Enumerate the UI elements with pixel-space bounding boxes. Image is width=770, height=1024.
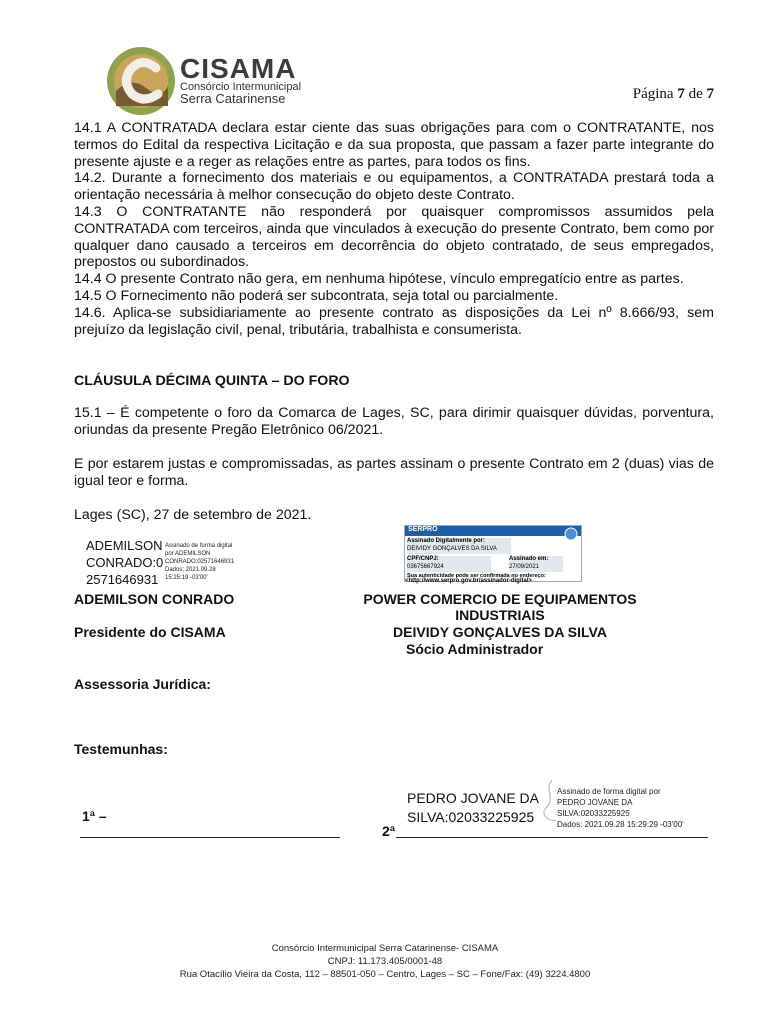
logo-subtitle-1: Consórcio Intermunicipal bbox=[180, 81, 302, 93]
legal-advisory-label: Assessoria Jurídica: bbox=[74, 676, 211, 692]
stamp2-details bbox=[557, 786, 684, 830]
stamp2-detail: SILVA:02033225925 bbox=[557, 809, 630, 818]
serpro-date: 27/09/2021 bbox=[509, 564, 540, 570]
cisama-emblem-icon bbox=[106, 46, 176, 116]
witnesses-label: Testemunhas: bbox=[74, 741, 168, 757]
clause-list bbox=[74, 120, 714, 338]
cisama-logo bbox=[106, 46, 176, 116]
stamp1-line: CONRADO:0 bbox=[86, 555, 164, 570]
stamp1-detail: Dados: 2021.09.28 bbox=[165, 567, 216, 573]
stamp1-detail: Assinado de forma digital bbox=[165, 543, 233, 549]
stamp2-line: PEDRO JOVANE DA bbox=[407, 790, 539, 806]
clause-15-1: 15.1 – É competente o foro da Comarca de Lages, SC, para dirimir quaisquer dúvidas, porventura, oriundas da presente Pregão Eletrônico 06/2021. bbox=[74, 405, 714, 438]
serpro-header-bar bbox=[405, 526, 581, 536]
serpro-signature-box bbox=[404, 525, 582, 582]
stamp1-detail: 15:25:19 -03'00' bbox=[165, 575, 208, 581]
party2-role: Sócio Administrador bbox=[406, 641, 544, 657]
party2-company-line1: POWER COMERCIO DE EQUIPAMENTOS bbox=[363, 591, 637, 607]
witness1-signature-line bbox=[80, 837, 340, 838]
party1-role: Presidente do CISAMA bbox=[74, 624, 226, 640]
footer-line-1: Consórcio Intermunicipal Serra Catarinense- CISAMA bbox=[271, 943, 499, 954]
page-current: 7 bbox=[677, 86, 685, 102]
serpro-cpf-label: CPF/CNPJ: bbox=[407, 556, 439, 562]
stamp2-name-block bbox=[407, 789, 539, 827]
stamp2-detail: Assinado de forma digital por bbox=[557, 787, 661, 796]
stamp1-name-block bbox=[86, 537, 163, 588]
party1-name: ADEMILSON CONRADO bbox=[74, 591, 235, 607]
stamp1-line: ADEMILSON bbox=[86, 538, 163, 553]
page-label: Página bbox=[632, 86, 674, 102]
clause-14-2: 14.2. Durante a fornecimento dos materiais e ou equipamentos, a CONTRATADA prestará toda a orientação necessária à melhor consecução do objeto deste Contrato. bbox=[74, 170, 714, 204]
serpro-signed-by: DEIVIDY GONÇALVES DA SILVA bbox=[407, 546, 497, 552]
serpro-verify-text: Sua autenticidade pode ser confirmada no endereço: bbox=[407, 573, 546, 579]
digital-signature-stamp-1 bbox=[86, 537, 163, 588]
stamp2-line: SILVA:02033225925 bbox=[407, 809, 535, 825]
page-number bbox=[633, 86, 714, 103]
serpro-signed-by-label: Assinado Digitalmente por: bbox=[407, 538, 486, 544]
serpro-url: <http://www.serpro.gov.br/assinador-digital> bbox=[405, 578, 533, 584]
stamp1-details bbox=[165, 542, 234, 582]
party2-company-line2: INDUSTRIAIS bbox=[455, 607, 545, 623]
witness2-signature-line bbox=[396, 837, 708, 838]
witness1-label: 1ª – bbox=[82, 808, 107, 824]
serpro-cpf: 03675667924 bbox=[407, 564, 444, 570]
logo-title: CISAMA bbox=[180, 53, 297, 84]
clause-14-5: 14.5 O Fornecimento não poderá ser subcontrata, seja total ou parcialmente. bbox=[74, 287, 559, 304]
stamp1-detail: CONRADO:02571646931 bbox=[165, 559, 235, 565]
party2-name: DEIVIDY GONÇALVES DA SILVA bbox=[393, 624, 607, 640]
witness2-label: 2ª bbox=[382, 823, 395, 839]
serpro-date-label: Assinado em: bbox=[509, 556, 549, 562]
footer-line-2: CNPJ: 11.173.405/0001-48 bbox=[327, 956, 443, 967]
section-heading: CLÁUSULA DÉCIMA QUINTA – DO FORO bbox=[74, 373, 350, 389]
page-total: 7 bbox=[706, 86, 714, 102]
serpro-brand: SERPRO bbox=[408, 526, 438, 533]
closing-paragraph: E por estarem justas e compromissadas, as partes assinam o presente Contrato em 2 (duas) vias de igual teor e forma. bbox=[74, 456, 714, 489]
stamp2-detail: PEDRO JOVANE DA bbox=[557, 798, 633, 807]
stamp2-detail: Dados: 2021.09.28 15:29:29 -03'00' bbox=[557, 820, 684, 829]
logo-subtitle-2: Serra Catarinense bbox=[180, 91, 286, 106]
clause-14-3: 14.3 O CONTRATANTE não responderá por quaisquer compromissos assumidos pela CONTRATADA com terceiros, ainda que vinculados à execução do presente Contrato, bem como por qualquer dano causado a terceiros em decorrência do objeto contratado, de seus empregados, prepostos ou subordinados. bbox=[74, 203, 714, 271]
clause-14-6: 14.6. Aplica-se subsidiariamente ao presente contrato as disposições da Lei nº 8.666/93, sem prejuízo da legislação civil, penal, tributária, trabalhista e consumerista. bbox=[74, 304, 714, 338]
serpro-seal-icon bbox=[564, 527, 578, 541]
footer bbox=[0, 942, 770, 981]
footer-line-3: Rua Otacílio Vieira da Costa, 112 – 88501-050 – Centro, Lages – SC – Fone/Fax: (49) 3224.4800 bbox=[179, 969, 591, 980]
place-date: Lages (SC), 27 de setembro de 2021. bbox=[74, 507, 312, 523]
stamp1-detail: por ADEMILSON bbox=[165, 551, 211, 557]
stamp1-line: 2571646931 bbox=[86, 572, 159, 587]
page-separator: de bbox=[688, 86, 703, 102]
clause-14-1: 14.1 A CONTRATADA declara estar ciente das suas obrigações para com o CONTRATANTE, nos termos do Edital da respectiva Licitação e da sua proposta, que passam a fazer parte integrante do presente ajuste e a reger as relações entre as partes, para todos os fins. bbox=[74, 120, 714, 170]
clause-14-4: 14.4 O presente Contrato não gera, em nenhuma hipótese, vínculo empregatício entre as partes. bbox=[74, 271, 684, 288]
